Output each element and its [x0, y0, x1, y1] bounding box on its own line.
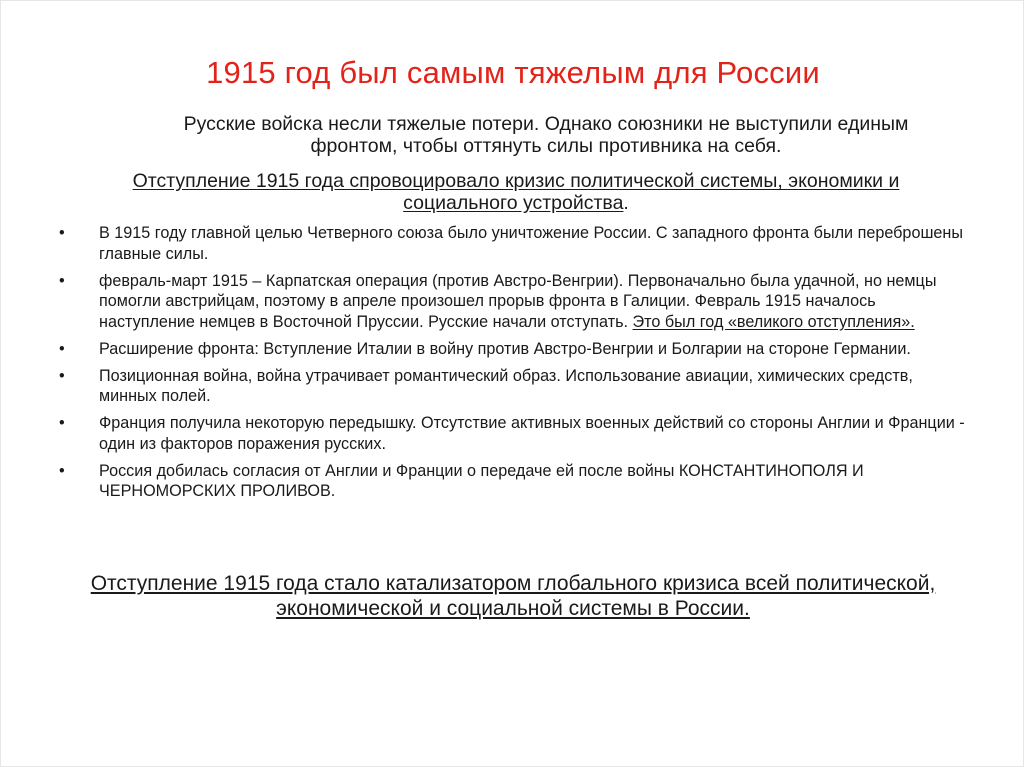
retreat-statement: [101, 170, 931, 214]
bullet-marker: •: [59, 461, 65, 480]
bullet-text: В 1915 году главной целью Четверного союза было уничтожение России. С западного фронта были переброшены главные силы.: [99, 224, 964, 263]
bullet-list: [59, 223, 969, 508]
bullet-item: [59, 223, 969, 264]
bullet-item: [59, 271, 969, 333]
bullet-text: февраль-март 1915 – Карпатская операция (против Австро-Венгрии). Первоначально была удачной, но немцы помогли австрийцам, поэтому в апреле произошел прорыв фронта в Галиции. Февраль 1915 началось наступление немцев в Восточной Пруссии. Русские начали отступать.: [99, 271, 937, 331]
bullet-item: [59, 339, 969, 360]
retreat-statement-underlined: Отступление 1915 года спровоцировало кризис политической системы, экономики и социального устройства: [132, 170, 900, 214]
bullet-item: [59, 366, 969, 407]
bullet-item: [59, 461, 969, 502]
bullet-text: Расширение фронта: Вступление Италии в войну против Австро-Венгрии и Болгарии на стороне Германии.: [99, 339, 911, 358]
bullet-marker: •: [59, 224, 65, 242]
bullet-marker: •: [59, 414, 65, 432]
bullet-text: Россия добилась согласия от Англии и Франции о передаче ей после войны КОНСТАНТИНОПОЛЯ И ЧЕРНОМОРСКИХ ПРОЛИВОВ.: [99, 461, 864, 500]
slide-title: 1915 год был самым тяжелым для России: [206, 55, 820, 90]
bullet-text: Франция получила некоторую передышку. Отсутствие активных военных действий со стороны Англии и Франции - один из факторов поражения русских.: [99, 414, 965, 453]
conclusion-statement: Отступление 1915 года стало катализатором глобального кризиса всей политической, экономической и социальной системы в России.: [90, 572, 936, 620]
bullet-marker: •: [59, 366, 65, 385]
bullet-marker: •: [59, 339, 65, 358]
bullet-text: Позиционная война, война утрачивает романтический образ. Использование авиации, химических средств, минных полей.: [99, 366, 913, 405]
bullet-underlined-text: Это был год «великого отступления».: [632, 312, 915, 331]
bullet-marker: •: [59, 271, 65, 290]
bullet-item: [59, 413, 969, 454]
retreat-statement-period: .: [623, 192, 629, 214]
intro-paragraph: Русские войска несли тяжелые потери. Однако союзники не выступили единым фронтом, чтобы оттянуть силы противника на себя.: [183, 113, 909, 157]
